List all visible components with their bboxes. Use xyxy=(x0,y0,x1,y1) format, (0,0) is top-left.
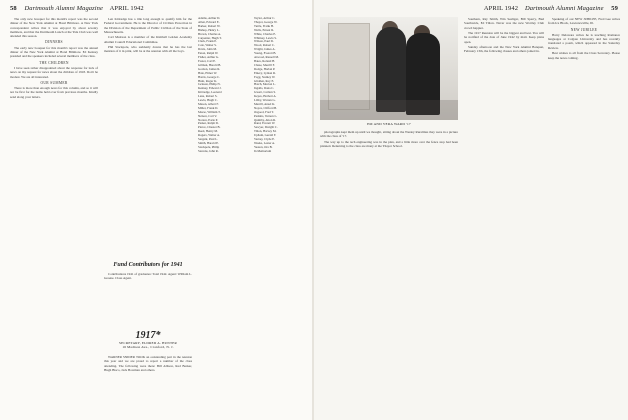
contributor-name: Noyes, Clifford B. xyxy=(254,105,277,110)
delaware-paragraph: Harry Delaware writes he is teaching Romance languages at Colgate University and has recently translated a poem, which appeared in the Saturday Review. xyxy=(548,32,620,50)
contributor-name: Kenney, Edward J. xyxy=(198,86,222,91)
summer-paragraph: There is more than enough news for this column, and so it will not be first for the items held over from previous months. Kindly send along your letters. xyxy=(10,86,98,99)
dinners-paragraph: The early new bouquet for this month's report was the annual dinner of the New York Alumni at Hotel Biltmore. Ed Kenney presided and the speakers included several members of the class. xyxy=(10,45,98,59)
contributor-name: Cole, Walter S. xyxy=(198,43,217,48)
contributor-name: Taylor, Arthur C. xyxy=(254,16,276,20)
contributor-name: Upham, Gerald F. xyxy=(254,133,277,138)
engineering-paragraph: The way up to the tech engineering was in the plan, and a little more over the fence stop had been planned. Returning to the class are many at the Thayer School. xyxy=(320,139,458,149)
contributor-name: Reed, Henry M. xyxy=(198,129,218,134)
contributor-name: Merrill, Ansel K. xyxy=(254,101,276,106)
contributor-list-b xyxy=(254,17,308,154)
contributor-name: Chase, Merrill F. xyxy=(254,62,275,67)
contributor-name: White, Charles E. xyxy=(254,31,276,36)
contributor-name: Ingalls, Dana C. xyxy=(254,86,275,91)
contributor-name: Fogg, Stanley W. xyxy=(254,74,276,79)
contributor-name: Tilton, Harvey M. xyxy=(254,129,277,134)
contributor-name: Nelson, Carl V. xyxy=(198,113,217,118)
issue-date: APRIL 1942 xyxy=(109,5,144,12)
class-1917-text xyxy=(104,355,192,415)
contributor-name: Foster, Carl E. xyxy=(198,58,216,63)
contributor-name: Yeaton, Ora B. xyxy=(254,144,273,149)
contributor-name: Osgood, Fred T. xyxy=(254,109,274,114)
attendees-paragraph: Southern, Ray Smith, Win Seeliger, Bill Sperry, Bud Southwick, Ed Tilton. Never was the new Wortley Club crowd happier. xyxy=(464,17,544,30)
reunion-paragraph: The 1917 Reunion will be the biggest and best. You will be notified of the date of June 1942 by mail. Keep plans open. xyxy=(464,31,544,44)
contributor-name: In Memoriam xyxy=(254,148,272,153)
contributor-name: Smith, Harold E. xyxy=(198,141,219,145)
class-photo xyxy=(320,17,458,120)
contributor-name: Keyes, Herbert A. xyxy=(254,94,277,99)
contributor-name: Parker, Ralph D. xyxy=(198,121,219,126)
contributor-name: Morse, William T. xyxy=(198,109,221,114)
contributor-name: Gilman, Harold B. xyxy=(198,62,222,67)
contributor-name: Jackson, Philip N. xyxy=(198,82,221,87)
contributor-name: Perkins, Vernon L. xyxy=(254,113,278,118)
contributor-name: Hale, Elmer W. xyxy=(198,70,218,75)
issue-date: APRIL 1942 xyxy=(483,5,519,12)
contributor-name: Clark, Frank P. xyxy=(198,39,217,44)
left-column-2 xyxy=(104,17,192,227)
contributor-name: Jewett, Carlton S. xyxy=(254,90,276,95)
contributor-name: Young, Everett B. xyxy=(254,51,277,56)
fund-heading-block xyxy=(104,262,192,268)
intro-paragraph: The only new bouquet for this month's report was the second dinner of the New York Alumni at Hotel Biltmore. A New York correspondent writes that it was enjoyed by about seventy members, and that the Dartmouth Lunch at the Yale Club was well attended this season. xyxy=(10,17,98,39)
contributor-name: Dodge, Harlan P. xyxy=(254,66,276,71)
heading-dinners: DINNERS xyxy=(45,40,63,45)
children-paragraph: I have seen rather disappointed about the response for lack of news on my request for news about the children of 1918. Don't be modest. We are all interested. xyxy=(10,65,98,79)
right-column-2 xyxy=(464,17,544,415)
contributor-name: Wells, Ernest R. xyxy=(254,27,275,32)
fund-text: Contributions 1941 of graduates: Total 1942. Agent: William L. Greene. Class Agent. xyxy=(104,272,192,281)
contributor-name: Emery, Lyman R. xyxy=(254,70,276,75)
contributor-name: Whitney, Lewis S. xyxy=(254,35,277,40)
right-column-3 xyxy=(548,17,620,415)
jubilee-intro-paragraph: Speaking of our NEW JUBILEE, Fred Gee writes from Ice Block, Lawrenceville, Ill. xyxy=(548,17,620,26)
class-1917-heading xyxy=(104,330,192,349)
contributor-name: Quimby, Alton R. xyxy=(254,117,276,122)
contributor-name: Wood, Robert C. xyxy=(254,43,275,48)
magazine-title: Dartmouth Alumni Magazine xyxy=(524,5,604,12)
contributor-name: Mason, Albert F. xyxy=(198,101,219,106)
heading-children: THE CHILDREN xyxy=(39,60,69,65)
contributor-name: Weeks, Lester A. xyxy=(254,141,276,145)
class-year: 1917* xyxy=(135,330,161,341)
contributor-name: Pierce, Chester B. xyxy=(198,125,221,130)
contributor-name: Stackpole, Philip xyxy=(198,144,220,149)
photo-note-paragraph: photographs kept them up until we thought, sitting about the Wesley Ruralities they were in a picture with the class of '17. xyxy=(320,130,458,139)
contributor-name: Gordon, James R. xyxy=(198,66,221,71)
contributor-name: Lewis, Hugh C. xyxy=(198,98,218,103)
contributor-name: Rand, Everett W. xyxy=(254,121,276,126)
left-column-1 xyxy=(10,17,98,412)
contributor-name: Allen, Edward E. xyxy=(198,19,220,24)
contributor-name: Barker, Robert W. xyxy=(198,23,221,28)
heading-jubilee: NEW JUBILEE xyxy=(570,27,598,32)
kittredge-paragraph: Len Kittredge has a title long enough to qualify him for the Federal Government. He is the Director of Civilian Protection in the Division of the Department of Public Civilian of the State of Massachusetts. xyxy=(104,17,192,34)
contributor-name: Davis, John M. xyxy=(198,47,217,52)
page-number: 59 xyxy=(611,5,618,12)
contributor-name: Brown, Charles A. xyxy=(198,31,222,36)
contributor-name: Kittredge, Leonard xyxy=(198,90,222,95)
stackpole-paragraph: Phil Stackpole, who suddenly dawns that he has the last mention of it in print, will be at the reunion with all the boys. xyxy=(104,45,192,54)
contributor-name: Atwood, Russell M. xyxy=(254,55,279,60)
class-secretary-address: 16 Madison Ave., Cranford, N. J. xyxy=(122,345,174,349)
fund-heading: Fund Contributors for 1941 xyxy=(113,262,183,268)
contributor-name: Norton, Earle P. xyxy=(198,117,218,122)
contributor-name: Stevens, John R. xyxy=(198,148,219,153)
banquet-paragraph: Sunday afternoon and the New York Alumni Banquet, February 13th, the following classes and others joined in. xyxy=(464,45,544,54)
photo-caption: EM AND VERA WARD '17 xyxy=(367,122,411,126)
contributor-name: Sargent, Paul L. xyxy=(198,137,218,142)
photo-floor xyxy=(320,100,458,120)
photo-doorway xyxy=(328,23,370,110)
contributor-name: Bates, Roland H. xyxy=(254,58,276,63)
contributor-name: Tuttle, Frank H. xyxy=(254,23,274,28)
class-1917-paragraph: WARNER SNIDER TOOK an outstanding part in the reunion this year and we are proud to report a number of the class attending. The following were there: Bill Allison, Red Barker, Hugh Bisco, Jack Bowman and others. xyxy=(104,355,192,372)
muirson-paragraph: Carl Muirson is a member of the Kimball Golden Academy Alumni Council Educational Committee. xyxy=(104,35,192,44)
contributor-name: Sawyer, Dwight C. xyxy=(254,125,278,130)
magazine-title: Dartmouth Alumni Magazine xyxy=(24,5,104,12)
fund-text-block xyxy=(104,272,192,302)
contributor-name: Harris, George C. xyxy=(198,74,220,79)
contributor-name: Thayer, George W. xyxy=(254,19,278,24)
contributor-name: Bishop, Henry L. xyxy=(198,27,220,32)
contributor-name: Lane, Robert S. xyxy=(198,94,218,99)
contributor-name: Wilson, Paul D. xyxy=(254,39,274,44)
left-page-header xyxy=(10,5,144,12)
contributor-name: Rogers, Walter A. xyxy=(198,133,221,138)
contributor-name: Adams, Arthur D. xyxy=(198,16,221,20)
contributor-name: Miller, Frank D. xyxy=(198,105,219,110)
contributor-name: Carpenter, Hugh T. xyxy=(198,35,222,40)
class-secretary: SECRETARY, ELDRED A. HUNTER xyxy=(119,341,177,345)
contributor-name: Libby, Warren G. xyxy=(254,98,276,103)
closing-paragraph: Best wishes to all from the Class Secretary. Please keep the notes coming. xyxy=(548,51,620,60)
contributor-name: Fisher, Arthur G. xyxy=(198,55,220,60)
page-number: 58 xyxy=(10,5,17,12)
contributor-name: Hunt, Roger K. xyxy=(198,78,218,83)
contributor-name: Eaton, Ralph W. xyxy=(198,51,219,56)
right-column-1 xyxy=(320,130,458,415)
heading-summer: OUR SUMMER xyxy=(40,80,68,85)
right-page-header xyxy=(484,5,618,12)
contributor-name: Hatch, Morton L. xyxy=(254,82,276,87)
contributor-name: Glidden, Roy E. xyxy=(254,78,275,83)
contributor-name: Wright, James A. xyxy=(254,47,276,52)
contributor-list-a xyxy=(198,17,250,154)
contributor-name: Varney, Clyde E. xyxy=(254,137,275,142)
